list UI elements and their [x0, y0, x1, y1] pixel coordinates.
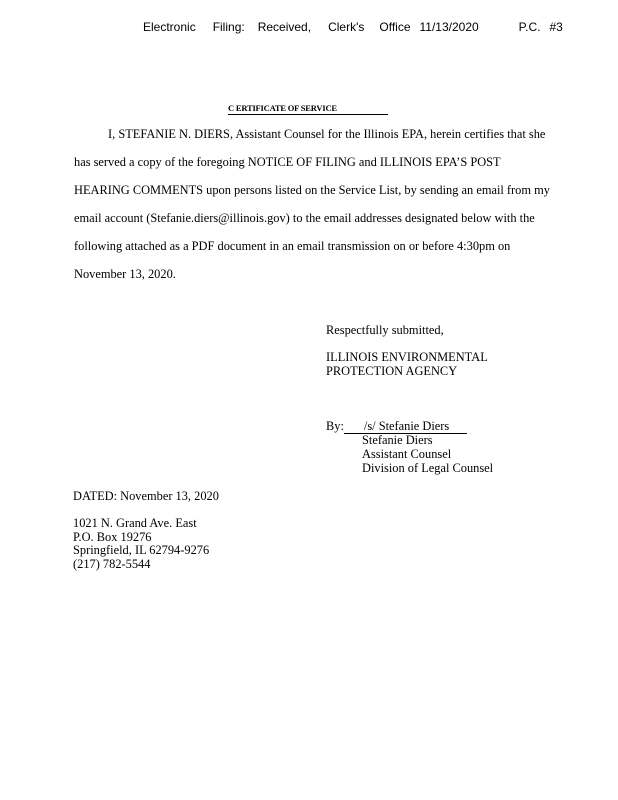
agency-line-1: ILLINOIS ENVIRONMENTAL	[326, 350, 488, 364]
header-filing: Filing:	[212, 20, 245, 34]
agency-line-2: PROTECTION AGENCY	[326, 364, 458, 378]
signature-row	[326, 419, 467, 434]
body-line: has served a copy of the foregoing NOTICE OF FILING and ILLINOIS EPA’S POST	[74, 155, 501, 169]
header-pc: P.C.	[518, 20, 541, 34]
closing-text: Respectfully submitted,	[326, 323, 444, 337]
dated-line: DATED: November 13, 2020	[73, 489, 219, 503]
certificate-title: C ERTIFICATE OF SERVICE	[228, 103, 388, 115]
signer-division: Division of Legal Counsel	[362, 461, 494, 475]
body-line: HEARING COMMENTS upon persons listed on the Service List, by sending an email from my	[74, 183, 550, 197]
body-line: email account (Stefanie.diers@illinois.gov) to the email addresses designated below with the	[74, 211, 535, 225]
header-number: #3	[549, 20, 563, 34]
address-line-1: 1021 N. Grand Ave. East	[73, 516, 197, 530]
address-line-3: Springfield, IL 62794-9276	[73, 543, 210, 557]
body-line: I, STEFANIE N. DIERS, Assistant Counsel for the Illinois EPA, herein certifies that she	[108, 127, 546, 141]
signature-line	[344, 419, 467, 434]
signer-name: Stefanie Diers	[362, 433, 433, 447]
body-line: November 13, 2020.	[74, 267, 176, 281]
header-electronic: Electronic	[143, 20, 196, 34]
address-line-4: (217) 782-5544	[73, 556, 151, 571]
signer-details	[362, 433, 493, 475]
by-label: By:	[326, 419, 344, 433]
signature-text: /s/ Stefanie Diers	[363, 419, 450, 433]
header-office: Office	[379, 20, 411, 34]
address-block	[73, 517, 209, 571]
signer-title: Assistant Counsel	[362, 447, 452, 461]
header-date: 11/13/2020	[419, 20, 479, 34]
address-line-2: P.O. Box 19276	[73, 529, 152, 544]
header-received: Received,	[257, 20, 312, 34]
body-line: following attached as a PDF document in an email transmission on or before 4:30pm on	[74, 239, 511, 253]
header-clerks: Clerk's	[328, 20, 365, 34]
electronic-filing-header	[143, 20, 563, 34]
